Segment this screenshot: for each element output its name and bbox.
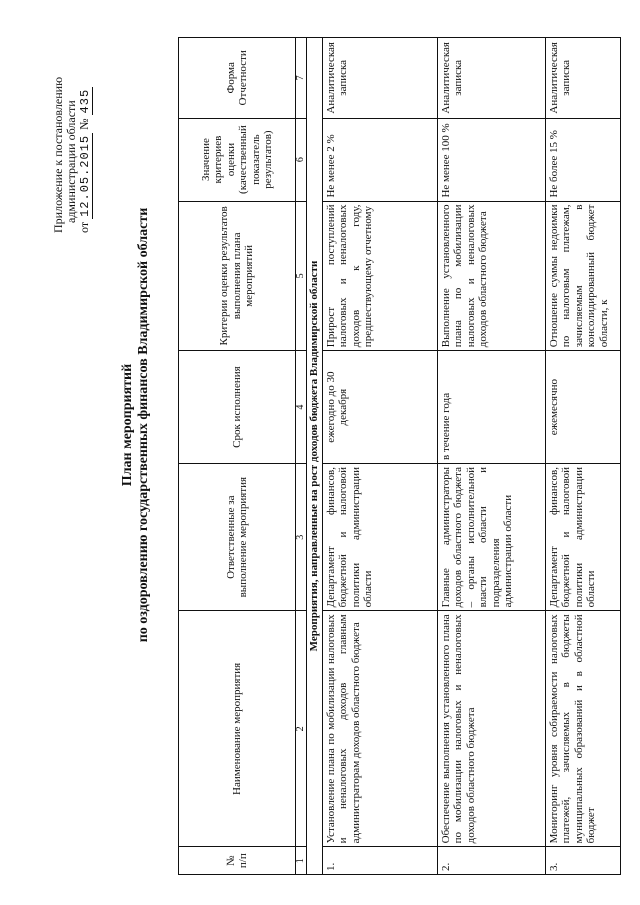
row-responsible: Департамент финансов, бюджетной и налоговой политики администрации области <box>545 464 620 611</box>
row-measure-name: Мониторинг уровня собираемости налоговых платежей, зачисляемых в бюджеты муниципальных образований и в областной бюджет <box>545 611 620 847</box>
table-row <box>322 38 437 875</box>
column-number-row <box>296 38 307 875</box>
plan-table <box>178 37 621 875</box>
title-line-1: План мероприятий <box>120 363 135 487</box>
row-measure-name: Обеспечение выполнения установленного плана по мобилизации налоговых и неналоговых доходов областного бюджета <box>437 611 545 847</box>
table-row <box>545 38 620 875</box>
column-number: 4 <box>296 351 307 464</box>
column-header-responsible: Ответственные за выполнение мероприятия <box>179 464 296 611</box>
table-header-row <box>179 38 296 875</box>
row-criteria: Прирост поступлений налоговых и неналоговых доходов к году, предшествующему отчетному <box>322 201 437 351</box>
section-row <box>307 38 323 875</box>
column-number: 5 <box>296 201 307 351</box>
row-number: 3. <box>545 847 620 875</box>
row-measure-name: Установление плана по мобилизации налоговых и неналоговых доходов главным администраторам доходов областного бюджета <box>322 611 437 847</box>
document-date: 12.05.2015 <box>78 134 92 217</box>
row-value: Не менее 100 % <box>437 118 545 201</box>
appendix-line-1: Приложение к постановлению <box>51 76 65 233</box>
column-number: 6 <box>296 118 307 201</box>
column-header-deadline: Срок исполнения <box>179 351 296 464</box>
date-prefix: от <box>77 221 91 233</box>
row-report-form: Аналитическая записка <box>545 38 620 119</box>
document-title <box>120 45 152 805</box>
row-criteria: Отношение суммы недоимки по налоговым платежам, зачисляемым в консолидированный бюджет области, к <box>545 201 620 351</box>
column-header-value: Значение критериев оценки (качественный показатель результатов) <box>179 118 296 201</box>
row-report-form: Аналитическая записка <box>437 38 545 119</box>
column-number: 2 <box>296 611 307 847</box>
column-header-report: Форма Отчетности <box>179 38 296 119</box>
row-responsible: Департамент финансов, бюджетной и налоговой политики администрации области <box>322 464 437 611</box>
row-value: Не более 15 % <box>545 118 620 201</box>
column-header-num: № п/п <box>179 847 296 875</box>
column-header-name: Наименование мероприятия <box>179 611 296 847</box>
table-row <box>437 38 545 875</box>
appendix-header <box>52 33 92 233</box>
appendix-line-2: администрации области <box>64 100 78 223</box>
column-number: 3 <box>296 464 307 611</box>
document-number: 435 <box>78 88 92 114</box>
section-title: Мероприятия, направленные на рост доходов бюджета Владимирской области <box>307 38 323 875</box>
row-deadline: ежемесячно <box>545 351 620 464</box>
number-prefix: № <box>77 118 91 130</box>
row-responsible: Главные администраторы доходов областного бюджета – органы исполнительной власти области и подразделения администрации области <box>437 464 545 611</box>
column-number: 1 <box>296 847 307 875</box>
row-criteria: Выполнение установленного плана по мобилизации налоговых и неналоговых доходов областного бюджета <box>437 201 545 351</box>
row-number: 1. <box>322 847 437 875</box>
row-deadline: в течение года <box>437 351 545 464</box>
row-value: Не менее 2 % <box>322 118 437 201</box>
row-deadline: ежегодно до 30 декабря <box>322 351 437 464</box>
title-line-2: по оздоровлению государственных финансов Владимирской области <box>136 207 151 643</box>
column-number: 7 <box>296 38 307 119</box>
row-report-form: Аналитическая записка <box>322 38 437 119</box>
appendix-date-line <box>78 33 92 233</box>
row-number: 2. <box>437 847 545 875</box>
column-header-criteria: Критерии оценки результатов выполнения плана мероприятий <box>179 201 296 351</box>
